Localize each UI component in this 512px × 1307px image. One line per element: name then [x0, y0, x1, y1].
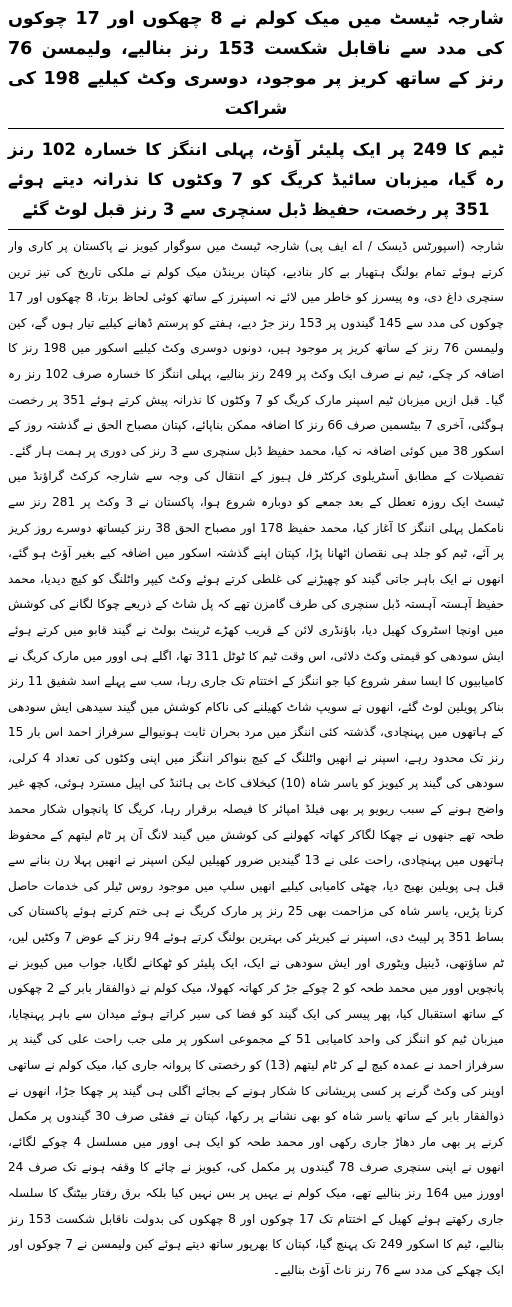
article-body: شارجہ (اسپورٹس ڈیسک / اے ایف پی) شارجہ ٹیسٹ میں سوگوار کیویز نے پاکستان پر کاری وار کرتے ہوئے تمام بولنگ ہتھیار بے کار بنادیے، کپتان برینڈن میک کولم نے ملکی تاریخ کی تیز ترین سنچری داغ دی، وہ پیسرز کو خاطر میں لائے نہ اسپنرز کے ساتھ کوئی لحاظ برتا، 8 چھکوں اور 17 چوکوں کی مدد سے 145 گیندوں پر 153 رنز جڑ دیے، ہفتے کو پرستم ڈھانے کیلیے تیار ہوں گے، کین ولیمسن 76 رنز کے ساتھ کریز پر موجود ہیں، دونوں دوسری وکٹ کیلیے اسکور میں 198 رنز کا اضافہ کر چکے، ٹیم نے صرف ایک وکٹ پر 249 رنز بنالیے، پہلی اننگز کا خسارہ صرف 102 رنز رہ گیا۔ قبل ازیں میزبان ٹیم اسپنر مارک کریگ کو 7 وکٹوں کا نذرانہ پیش کرتے ہوئے 351 پر رخصت ہوگئی، آخری 7 بیٹسمین صرف 66 رنز کا اضافہ ممکن بناپائے، کپتان مصباح الحق نے گذشتہ روز کے اسکور 38 میں کوئی اضافہ نہ کیا، محمد حفیظ ڈبل سنچری سے 3 رنز کی دوری پر ہمت ہار گئے۔ تفصیلات کے مطابق آسٹریلوی کرکٹر فل ہیوز کے انتقال کی وجہ سے شارجہ کرکٹ گراؤنڈ میں ٹیسٹ ایک روزہ تعطل کے بعد جمعے کو دوبارہ شروع ہوا، پاکستان نے 3 وکٹ پر 281 رنز سے نامکمل پہلی اننگز کا آغاز کیا، محمد حفیظ 178 اور مصباح الحق 38 رنز کیساتھ دوسرے روز کریز پر آئے، ٹیم کو جلد ہی نقصان اٹھانا پڑا، کپتان اپنے گذشتہ اسکور میں اضافہ کیے بغیر آؤٹ ہو گئے، انھوں نے ایک باہر جاتی گیند کو چھیڑنے کی غلطی کرتے ہوئے وکٹ کیپر واٹلنگ کو کیچ دیدیا، محمد حفیظ آہستہ آہستہ ڈبل سنچری کی طرف گامزن تھے کہ پل شاٹ کے ذریعے چوکا لگانے کی کوشش میں اونچا اسٹروک کھیل دیا، باؤنڈری لائن کے قریب کھڑے ٹرینٹ بولٹ نے گیند قابو میں کرتے ہوئے ایش سودھی کو قیمتی وکٹ دلائی، اس وقت ٹیم کا ٹوٹل 311 تھا، اگلے ہی اوور میں مارک کریگ نے کامیابیوں کا ایسا سفر شروع کیا جو اننگز کے اختتام تک جاری رہا، سب سے پہلے اسد شفیق 11 رنز بناکر پویلین لوٹ گئے، انھوں نے سویپ شاٹ کھیلنے کی ناکام کوشش میں گیند سیدھی ایش سودھی کے ہاتھوں میں پہنچادی، گذشتہ کئی اننگز میں مرد بحران ثابت ہونیوالے سرفراز احمد اس بار 15 رنز تک محدود رہے، اسپنر نے انھیں واٹلنگ کے کیچ بنواکر اننگز میں اپنی وکٹوں کی تعداد 4 کرلی، سودھی کی گیند پر کیویز کو یاسر شاہ (10) کیخلاف کاٹ بی ہائنڈ کی اپیل مسترد ہوئی، کچھ غیر واضح ہونے کے سبب ریویو پر بھی فیلڈ امپائر کا فیصلہ برقرار رہا، کریگ کا پانچواں شکار محمد طحہ تھے جنھوں نے چھکا لگاکر کھاتہ کھولنے کی کوشش میں گیند لانگ آن پر ٹام لیتھم کے محفوظ ہاتھوں میں پہنچادی، راحت علی نے 13 گیندیں ضرور کھیلیں لیکن اسپنر نے انھیں پہلا رن بنانے سے قبل ہی پویلین بھیج دیا، چھٹی کامیابی کیلیے انھیں سلپ میں موجود روس ٹیلر کی خدمات حاصل کرنا پڑیں، یاسر شاہ کی مزاحمت بھی 25 رنز پر مارک کریگ نے ہی ختم کرتے ہوئے پاکستان کی بساط 351 پر لپیٹ دی، اسپنر نے کیریئر کی بہترین بولنگ کرتے ہوئے 94 رنز کے عوض 7 وکٹیں لیں، ٹم ساؤتھی، ڈینیل ویٹوری اور ایش سودھی نے ایک، ایک پلیئر کو ٹھکانے لگایا، جواب میں کیویز نے پانچویں اوور میں محمد طحہ کو 2 چوکے جڑ کر کھاتہ کھولا، میک کولم نے ذوالفقار بابر کے 2 چھکوں کے ساتھ استقبال کیا، پھر پیسر کی ایک گیند کو فضا کی سیر کراتے ہوئے میدان سے باہر پہنچایا، میزبان ٹیم کو اننگز کی واحد کامیابی 51 کے مجموعی اسکور پر ملی جب راحت علی کی گیند پر سرفراز احمد نے عمدہ کیچ لے کر ٹام لیتھم (13) کو رخصتی کا پروانہ جاری کیا، میک کولم نے ساتھی اوپنر کی وکٹ گرنے پر کسی پریشانی کا شکار ہونے کے بجائے اگلی ہی گیند پر چھکا جڑا، انھوں نے ذوالفقار بابر کے ساتھ یاسر شاہ کو بھی نشانے پر رکھا، کپتان نے ففٹی صرف 30 گیندوں پر مکمل کرنے پر بھی مار دھاڑ جاری رکھی اور محمد طحہ کو ایک ہی اوور میں مسلسل 4 چوکے لگائے، انھوں نے اپنی سنچری صرف 78 گیندوں پر مکمل کی، کیویز نے چائے کا وقفہ ہونے تک صرف 24 اوورز میں 164 رنز بنالیے تھے، میک کولم نے یہیں پر بس نہیں کیا بلکہ برق رفتار بیٹنگ کا سلسلہ جاری رکھتے ہوئے کھیل کے اختتام تک 17 چوکوں اور 8 چھکوں کی بدولت ناقابل شکست 153 رنز بنالیے، ٹیم کا اسکور 249 تک پہنچ گیا، کپتان کا بھرپور ساتھ دیتے ہوئے کین ولیمسن نے 7 چوکوں اور ایک چھکے کی مدد سے 76 رنز ناٹ آؤٹ بنالیے۔	[8, 239, 504, 1277]
headline-divider	[8, 128, 504, 129]
subheadline: ٹیم کا 249 پر ایک پلیئر آؤٹ، پہلی اننگز کا خسارہ 102 رنز رہ گیا، میزبان سائیڈ کریگ کو 7 وکٹوں کا نذرانہ دیتے ہوئے 351 پر رخصت، حفیظ ڈبل سنچری سے 3 رنز قبل لوٹ گئے	[8, 140, 505, 219]
headline: شارجہ ٹیسٹ میں میک کولم نے 8 چھکوں اور 17 چوکوں کی مدد سے ناقابل شکست 153 رنز بنالیے، ولیمسن 76 رنز کے ساتھ کریز پر موجود، دوسری وکٹ کیلیے 198 کی شراکت	[8, 9, 505, 119]
subheadline-divider	[8, 229, 504, 230]
